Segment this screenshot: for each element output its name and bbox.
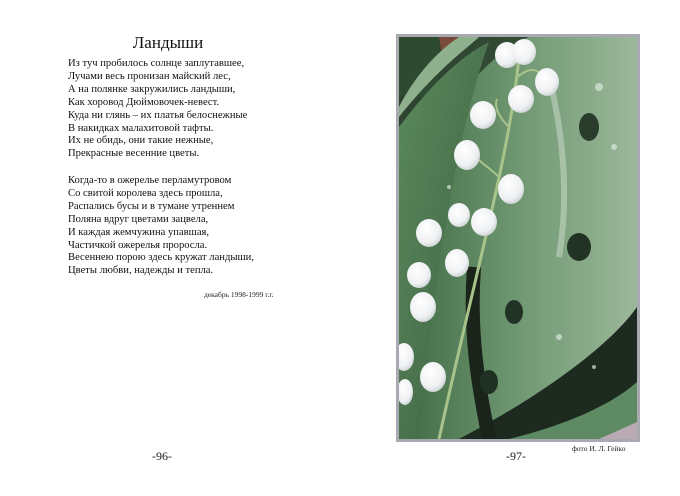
poem-line: Их не обидь, они такие нежные, (68, 135, 214, 147)
poem-line: Когда-то в ожерелье перламутровом (68, 175, 232, 186)
right-page (340, 0, 680, 496)
poem-line: Лучами весь пронизан майский лес, (68, 70, 231, 82)
poem-line: Цветы любви, надежды и тепла. (68, 265, 214, 277)
poem-line: И каждая жемчужина упавшая, (68, 226, 210, 238)
poem-stanza-1 (68, 58, 247, 161)
flower-illustration-icon (399, 37, 637, 439)
poem-line: Частичкой ожерелья проросла. (68, 239, 208, 251)
poem-line: Распались бусы и в тумане утреннем (68, 200, 235, 212)
poem-line: Как хоровод Дюймовочек-невест. (68, 96, 220, 108)
poem-title: Ландыши (132, 33, 204, 52)
poem-line: Поляна вдруг цветами зацвела, (68, 213, 209, 225)
poem-line: Прекрасные весенние цветы. (68, 148, 200, 160)
poem-line: Со свитой королева здесь прошла, (68, 187, 223, 199)
poem-line: Весеннею порою здесь кружат ландыши, (68, 252, 254, 264)
poem-line: А на полянке закружились ландыши, (68, 83, 236, 95)
poem-stanza-2 (68, 175, 254, 278)
poem-line: В накидках малахитовой тафты. (68, 122, 214, 134)
page-number-left: -96- (152, 449, 172, 463)
poem-line: Куда ни глянь – их платья белоснежные (68, 109, 248, 121)
photo-frame (396, 34, 640, 442)
poem-line: Из туч пробилось солнце заплутавшее, (68, 58, 245, 69)
photo-credit: фото И. Л. Гейко (572, 444, 626, 453)
poem-date: декабрь 1998-1999 г.г. (204, 290, 274, 299)
page-number-right: -97- (506, 449, 526, 463)
lily-of-the-valley-photo (399, 37, 637, 439)
